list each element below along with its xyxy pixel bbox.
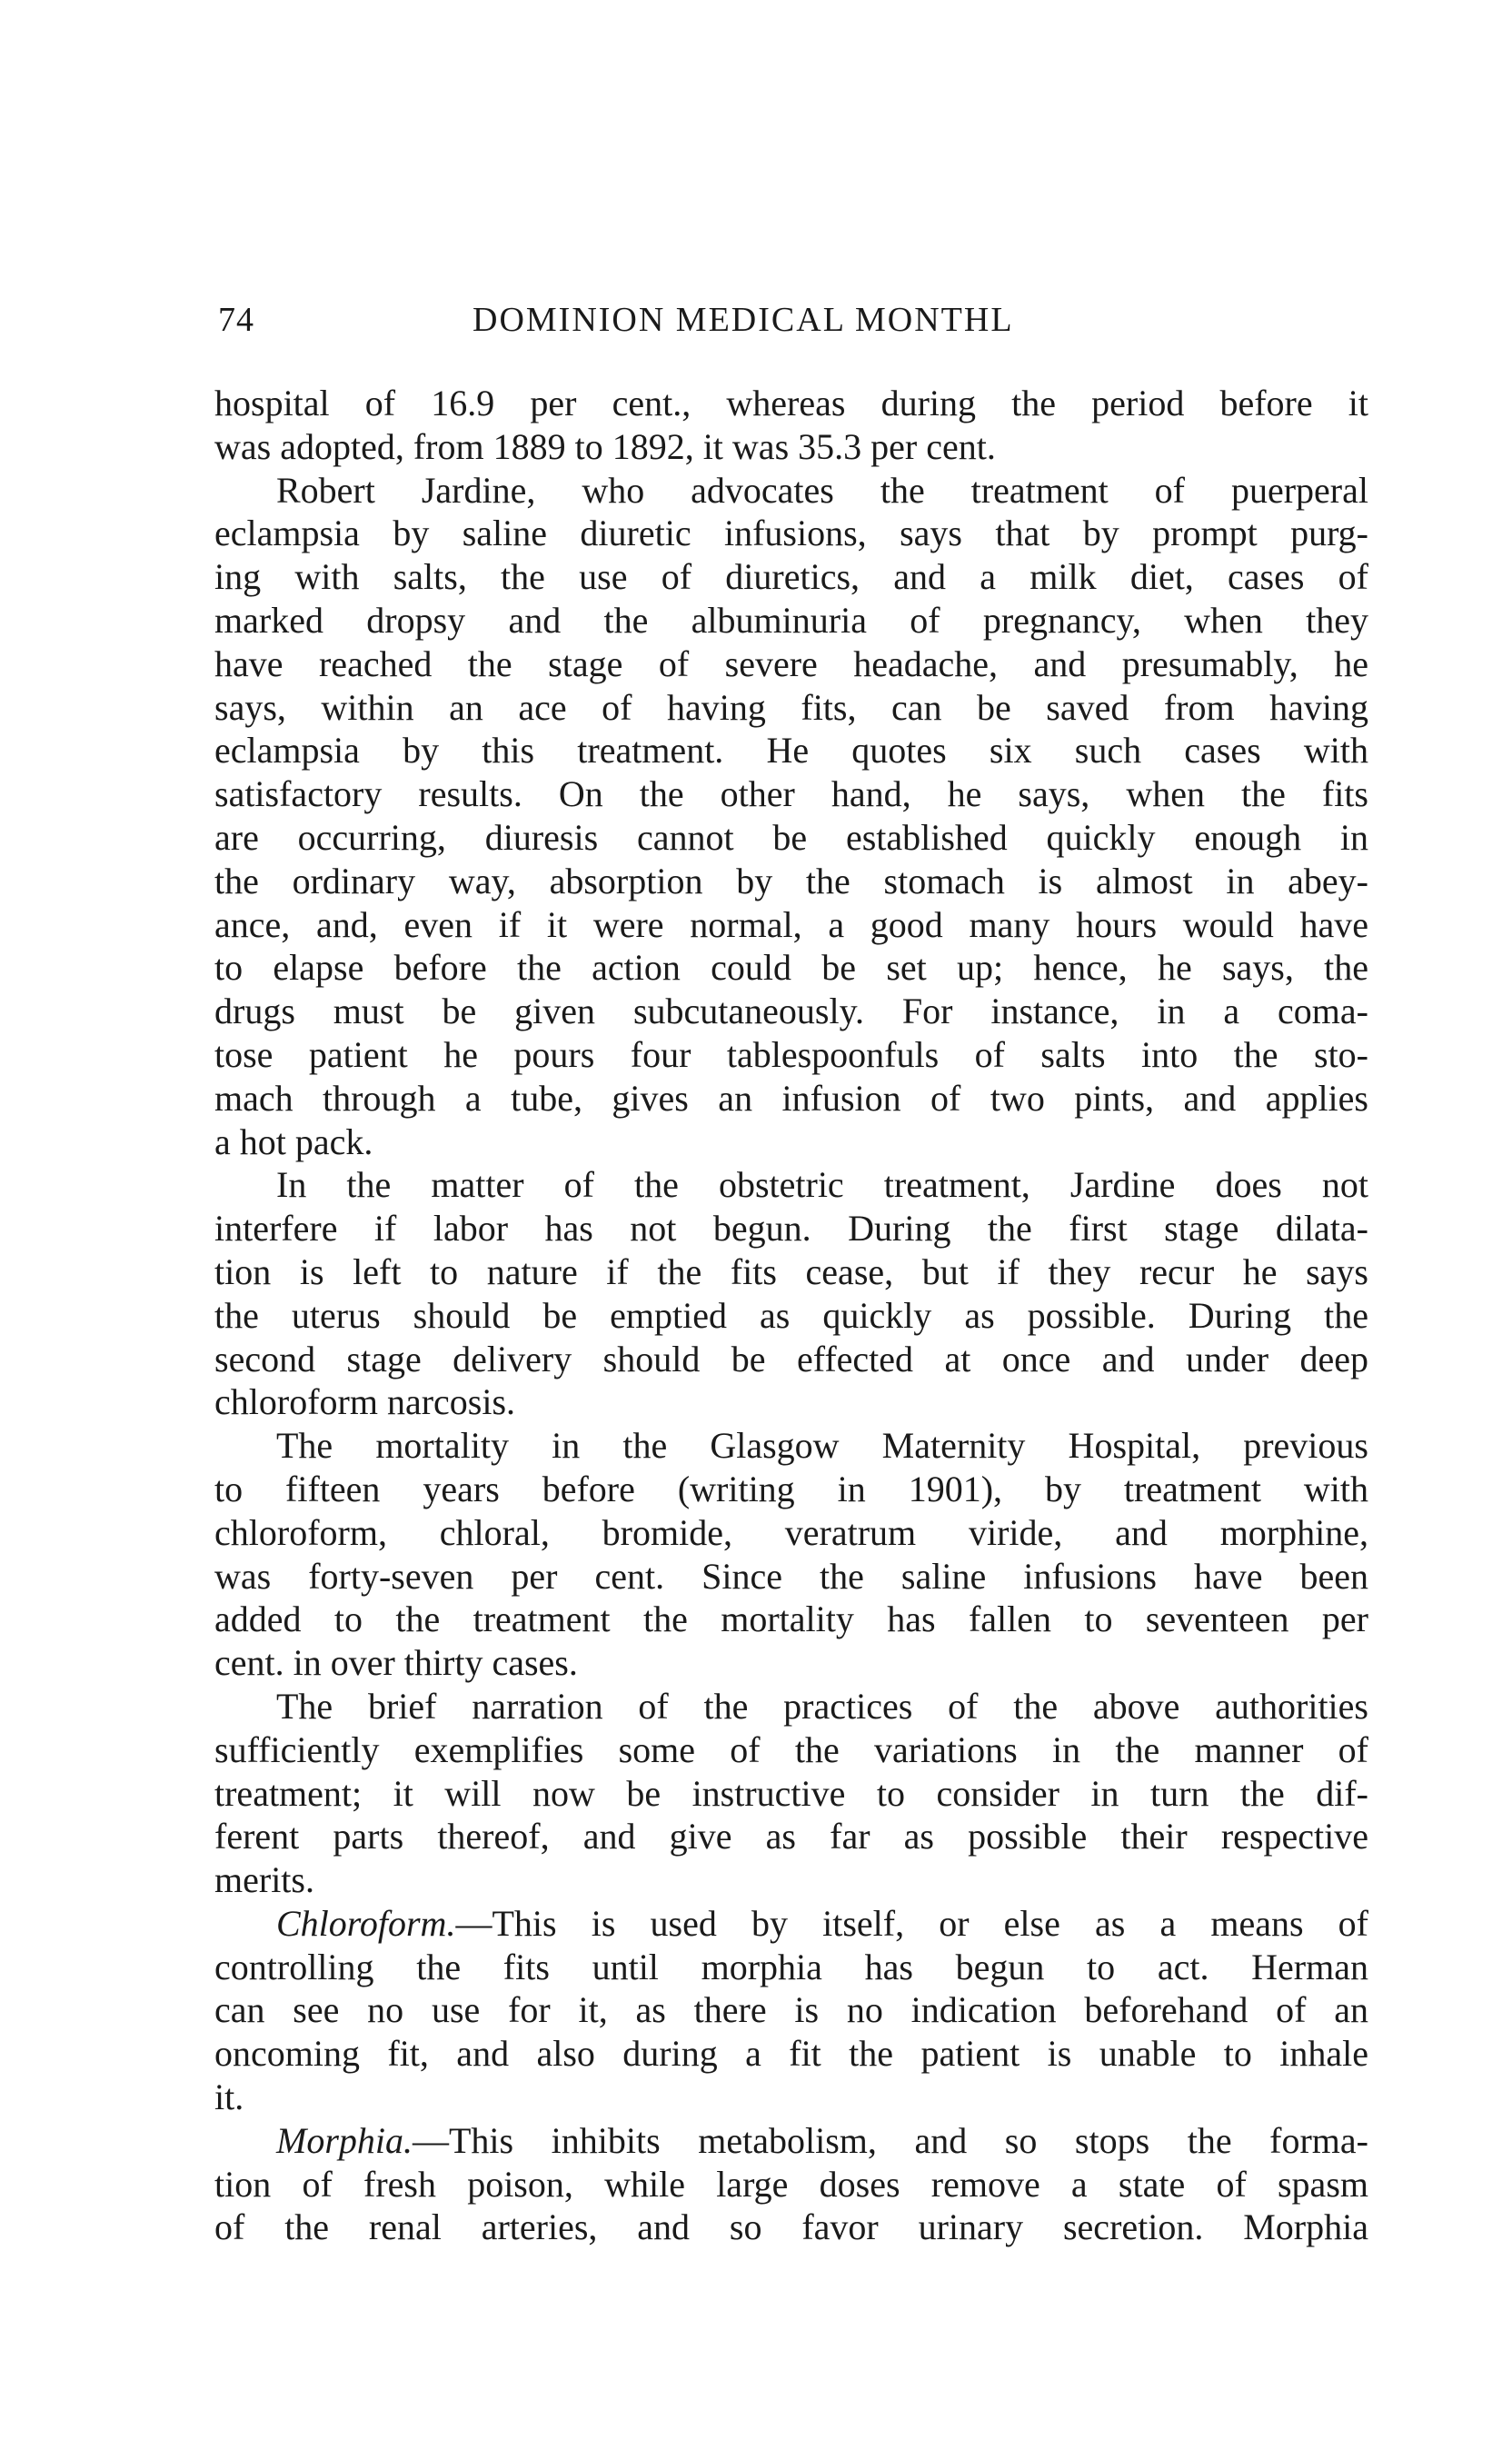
text-line <box>214 1468 1368 1511</box>
line-text: —This is used by itself, or else as a means of <box>455 1902 1368 1944</box>
journal-title: DOMINION MEDICAL MONTHL <box>472 301 1014 339</box>
line-text: a hot pack. <box>214 1120 373 1162</box>
text-line <box>214 512 1368 555</box>
line-text: added to the treatment the mortality has fallen to seventeen per <box>214 1598 1368 1640</box>
line-text: are occurring, diuresis cannot be established quickly enough in <box>214 816 1368 858</box>
line-text: interfere if labor has not begun. During the first stage dilata- <box>214 1208 1368 1250</box>
text-line <box>214 555 1368 599</box>
text-line <box>214 772 1368 816</box>
line-text: controlling the fits until morphia has begun to act. Herman <box>214 1946 1368 1987</box>
line-text: says, within an ace of having fits, can be saved from having <box>214 686 1368 728</box>
text-line <box>214 1946 1368 1989</box>
text-line <box>214 1511 1368 1555</box>
text-line <box>214 1555 1368 1598</box>
text-line <box>214 946 1368 990</box>
text-line <box>214 1685 1368 1728</box>
text-line <box>214 1120 1368 1164</box>
line-text: ance, and, even if it were normal, a good many hours would have <box>214 903 1368 945</box>
text-line <box>214 1207 1368 1250</box>
line-text: the uterus should be emptied as quickly as possible. During the <box>214 1294 1368 1336</box>
line-text: chloroform, chloral, bromide, veratrum viride, and morphine, <box>214 1511 1368 1553</box>
line-text: was adopted, from 1889 to 1892, it was 35.3 per cent. <box>214 425 996 467</box>
text-line <box>214 729 1368 772</box>
line-text: to fifteen years before (writing in 1901), by treatment with <box>214 1468 1368 1509</box>
text-line <box>214 425 1368 469</box>
line-text: can see no use for it, as there is no indication beforehand of an <box>214 1989 1368 2031</box>
text-line <box>214 2119 1368 2163</box>
line-text: ing with salts, the use of diuretics, and a milk diet, cases of <box>214 556 1368 598</box>
text-line <box>214 1728 1368 1772</box>
line-text: The mortality in the Glasgow Maternity Hospital, previous <box>276 1425 1368 1467</box>
line-text: eclampsia by saline diuretic infusions, says that by prompt purg- <box>214 513 1368 554</box>
line-text: of the renal arteries, and so favor urinary secretion. Morphia <box>214 2206 1368 2248</box>
line-text: oncoming fit, and also during a fit the patient is unable to inhale <box>214 2033 1368 2075</box>
text-line <box>214 2032 1368 2076</box>
line-text: tion of fresh poison, while large doses remove a state of spasm <box>214 2163 1368 2205</box>
line-text: hospital of 16.9 per cent., whereas during the period before it <box>214 383 1368 423</box>
line-text: drugs must be given subcutaneously. For instance, in a coma- <box>214 991 1368 1032</box>
line-text: the ordinary way, absorption by the stomach is almost in abey- <box>214 860 1368 901</box>
line-text: tose patient he pours four tablespoonfuls of salts into the sto- <box>214 1033 1368 1075</box>
text-line <box>214 2206 1368 2249</box>
text-line <box>214 1988 1368 2032</box>
line-text: it. <box>214 2077 244 2118</box>
line-text: have reached the stage of severe headache, and presumably, he <box>214 642 1368 684</box>
text-line <box>214 1338 1368 1381</box>
line-text: eclampsia by this treatment. He quotes six such cases with <box>214 730 1368 772</box>
text-line <box>214 860 1368 903</box>
text-line <box>214 2076 1368 2119</box>
text-line <box>214 686 1368 730</box>
line-text: was forty-seven per cent. Since the saline infusions have been <box>214 1555 1368 1597</box>
text-line <box>214 1380 1368 1424</box>
line-text: ferent parts thereof, and give as far as possible their respective <box>214 1816 1368 1857</box>
text-line <box>214 1250 1368 1294</box>
line-text: merits. <box>214 1859 314 1901</box>
section-lead: Chloroform. <box>276 1902 456 1944</box>
line-text: satisfactory results. On the other hand, he says, when the fits <box>214 773 1368 815</box>
line-text: cent. in over thirty cases. <box>214 1642 578 1684</box>
text-line <box>214 1902 1368 1946</box>
line-text: second stage delivery should be effected at once and under deep <box>214 1338 1368 1379</box>
line-text: treatment; it will now be instructive to consider in turn the dif- <box>214 1772 1368 1814</box>
text-line <box>214 599 1368 642</box>
text-line <box>214 469 1368 513</box>
text-line <box>214 1598 1368 1641</box>
line-text: chloroform narcosis. <box>214 1381 516 1423</box>
text-line <box>214 642 1368 686</box>
line-text: mach through a tube, gives an infusion of two pints, and applies <box>214 1077 1368 1119</box>
running-head <box>218 300 1372 345</box>
body-text <box>214 382 1368 2249</box>
line-text: The brief narration of the practices of the above authorities <box>276 1685 1368 1727</box>
section-lead: Morphia. <box>276 2119 413 2161</box>
text-line <box>214 1815 1368 1858</box>
text-line <box>214 990 1368 1033</box>
text-line <box>214 903 1368 947</box>
line-text: —This inhibits metabolism, and so stops the forma- <box>413 2119 1368 2161</box>
line-text: to elapse before the action could be set up; hence, he says, the <box>214 947 1368 989</box>
text-line <box>214 1772 1368 1816</box>
text-line <box>214 1424 1368 1468</box>
text-line <box>214 2163 1368 2206</box>
page-number: 74 <box>218 301 254 339</box>
text-line <box>214 816 1368 860</box>
text-line <box>214 1294 1368 1338</box>
line-text: marked dropsy and the albuminuria of pregnancy, when they <box>214 599 1368 641</box>
line-text: Robert Jardine, who advocates the treatment of puerperal <box>276 469 1368 511</box>
text-line <box>214 1641 1368 1685</box>
line-text: tion is left to nature if the fits cease, but if they recur he says <box>214 1250 1368 1292</box>
text-line <box>214 1163 1368 1207</box>
text-line <box>214 382 1368 425</box>
line-text: sufficiently exemplifies some of the variations in the manner of <box>214 1728 1368 1770</box>
text-line <box>214 1077 1368 1120</box>
text-line <box>214 1033 1368 1077</box>
text-line <box>214 1858 1368 1902</box>
line-text: In the matter of the obstetric treatment, Jardine does not <box>276 1164 1368 1206</box>
